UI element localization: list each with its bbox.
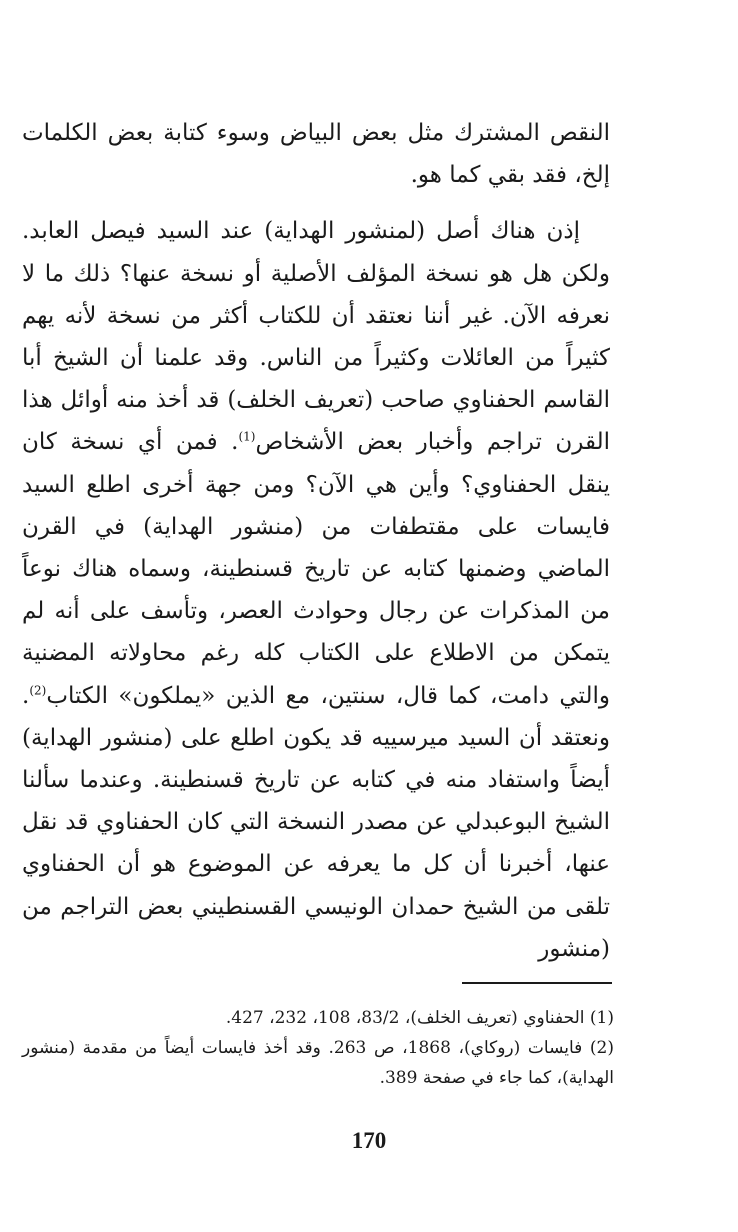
footnote-divider [462,982,612,984]
footnote-ref-1: (1) [238,429,256,444]
paragraph-2-part-1: إذن هناك أصل (لمنشور الهداية) عند السيد فيصل العابد. ولكن هل هو نسخة المؤلف الأصلية أو نسخة عنها؟ ذلك ما لا نعرفه الآن. غير أننا نعتقد أن للكتاب أكثر من نسخة لأنه يهم كثيراً من العائلات وكثيراً من الناس. وقد علمنا أن الشيخ أبا القاسم الحفناوي صاحب (تعريف الخلف) قد أخذ منه أوائل هذا القرن تراجم وأخبار بعض الأشخاص [22,218,610,456]
paragraph-2-part-2: . فمن أي نسخة كان ينقل الحفناوي؟ وأين هي الآن؟ ومن جهة أخرى اطلع السيد فايسات على مقتطفات من (منشور الهداية) في القرن الماضي وضمنها كتابه عن تاريخ قسنطينة، وسماه هناك نوعاً من المذكرات عن رجال وحوادث العصر، وتأسف على أنه لم يتمكن من الاطلاع على الكتاب كله رغم محاولاته المضنية والتي دامت، كما قال، سنتين، مع الذين «يملكون» الكتاب [22,429,610,709]
paragraph-2 [22,210,610,970]
paragraph-1: النقص المشترك مثل بعض البياض وسوء كتابة بعض الكلمات إلخ، فقد بقي كما هو. [22,120,610,189]
footnote-2: (2) فايسات (روكاي)، 1868، ص 263. وقد أخذ فايسات أيضاً من مقدمة (منشور الهداية)، كما جاء في صفحة 389. [22,1038,614,1088]
main-text [22,112,610,970]
footnote-1: (1) الحفناوي (تعريف الخلف)، 83/2، 108، 232، 427. [225,1008,614,1028]
footnote-ref-2: (2) [29,682,47,697]
page-number: 170 [351,1128,387,1153]
footnotes [22,1003,614,1093]
paragraph-2-part-3: . ونعتقد أن السيد ميرسييه قد يكون اطلع على (منشور الهداية) أيضاً واستفاد منه في كتابه عن تاريخ قسنطينة. وعندما سألنا الشيخ البوعبدلي عن مصدر النسخة التي كان الحفناوي قد نقل عنها، أخبرنا أن كل ما يعرفه عن الموضوع هو أن الحفناوي تلقى من الشيخ حمدان الونيسي القسنطيني بعض التراجم من (منشور [22,682,610,962]
